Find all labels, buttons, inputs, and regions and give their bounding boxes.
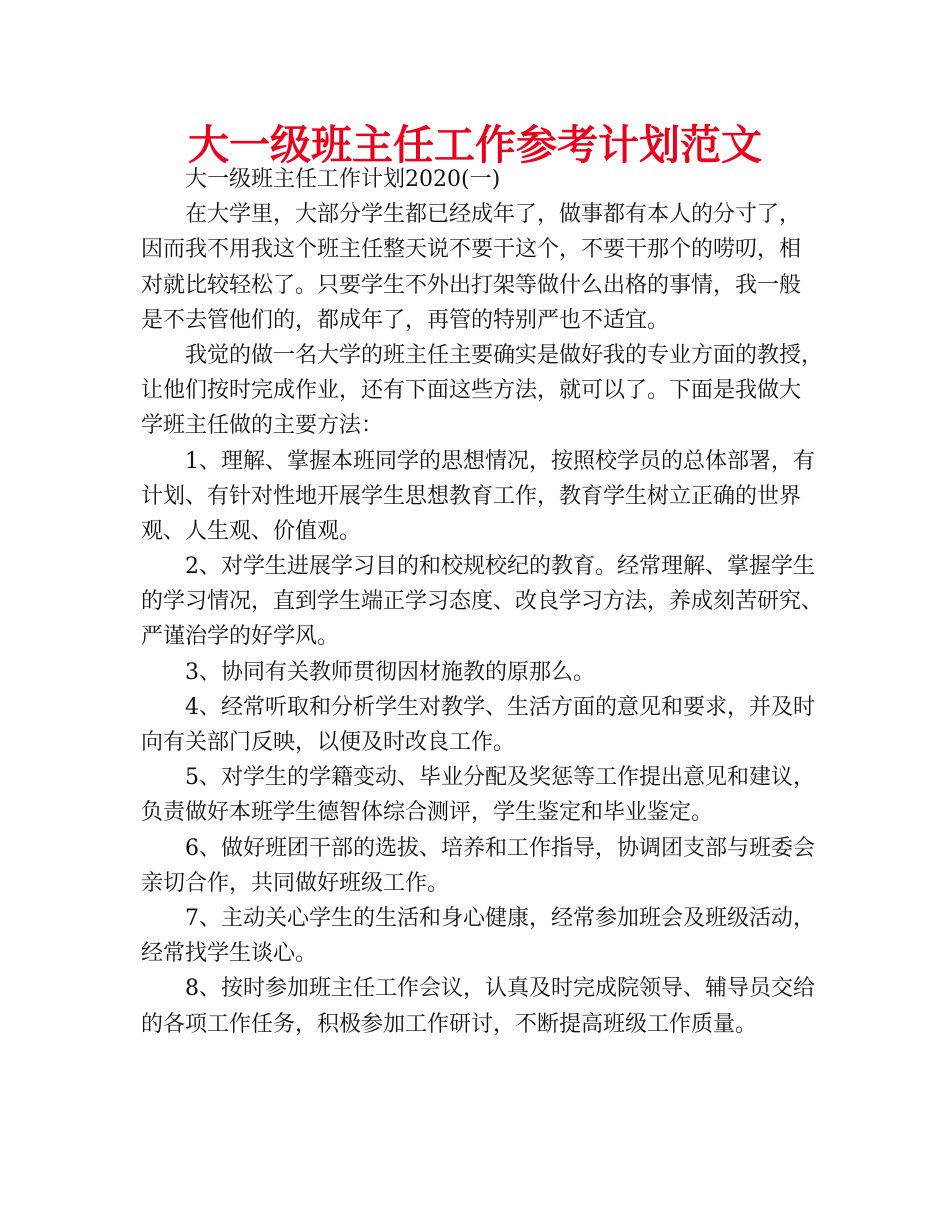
paragraph (141, 444, 821, 550)
paragraph (141, 831, 821, 901)
paragraph-line: 对就比较轻松了。只要学生不外出打架等做什么出格的事情，我一般 (141, 272, 802, 298)
paragraph-line: 的学习情况，直到学生端正学习态度、改良学习方法，养成刻苦研究、 (141, 589, 824, 615)
document-title: 大一级班主任工作参考计划范文 (188, 121, 762, 169)
document-body (141, 162, 824, 1042)
paragraph-line: 4、经常听取和分析学生对教学、生活方面的意见和要求，并及时 (185, 694, 815, 720)
paragraph-line: 1、理解、掌握本班同学的思想情况，按照校学员的总体部署，有 (185, 448, 815, 474)
paragraph-line: 因而我不用我这个班主任整天说不要干这个，不要干那个的唠叨，相 (141, 237, 802, 263)
paragraph-line: 让他们按时完成作业，还有下面这些方法，就可以了。下面是我做大 (141, 378, 802, 404)
paragraph-line: 5、对学生的学籍变动、毕业分配及奖惩等工作提出意见和建议， (185, 765, 815, 791)
paragraph-line: 亲切合作，共同做好班级工作。 (141, 870, 450, 896)
paragraph-line: 7、主动关心学生的生活和身心健康，经常参加班会及班级活动， (185, 905, 815, 931)
paragraph-line: 经常找学生谈心。 (141, 941, 318, 967)
paragraph-line: 观、人生观、价值观。 (141, 518, 362, 544)
paragraph-line: 严谨治学的好学风。 (141, 624, 340, 650)
paragraph (141, 901, 821, 971)
paragraph-line: 在大学里，大部分学生都已经成年了，做事都有本人的分寸了， (185, 202, 802, 228)
paragraph (141, 971, 821, 1041)
paragraph-line: 计划、有针对性地开展学生思想教育工作，教育学生树立正确的世界 (141, 483, 802, 509)
paragraph (141, 760, 821, 830)
paragraph (141, 690, 821, 760)
paragraph-line: 3、协同有关教师贯彻因材施教的原那么。 (185, 659, 595, 685)
paragraph-line: 我觉的做一名大学的班主任主要确实是做好我的专业方面的教授， (185, 342, 824, 368)
paragraph-line: 学班主任做的主要方法： (141, 413, 384, 439)
document-subtitle: 大一级班主任工作计划2020(一) (185, 167, 501, 192)
paragraph-line: 负责做好本班学生德智体综合测评，学生鉴定和毕业鉴定。 (141, 800, 714, 826)
paragraph (141, 338, 824, 444)
paragraph-line: 2、对学生进展学习目的和校规校纪的教育。经常理解、掌握学生 (185, 554, 815, 580)
paragraph (141, 197, 821, 338)
paragraph-line: 8、按时参加班主任工作会议，认真及时完成院领导、辅导员交给 (185, 976, 815, 1002)
paragraph-line: 6、做好班团干部的选拔、培养和工作指导，协调团支部与班委会 (185, 835, 815, 861)
paragraph-line: 向有关部门反映，以便及时改良工作。 (141, 730, 516, 755)
paragraph-line: 的各项工作任务，积极参加工作研讨，不断提高班级工作质量。 (141, 1011, 758, 1037)
paragraph (141, 655, 821, 690)
paragraph (141, 549, 824, 655)
paragraph-line: 是不去管他们的，都成年了，再管的特别严也不适宜。 (141, 307, 670, 333)
